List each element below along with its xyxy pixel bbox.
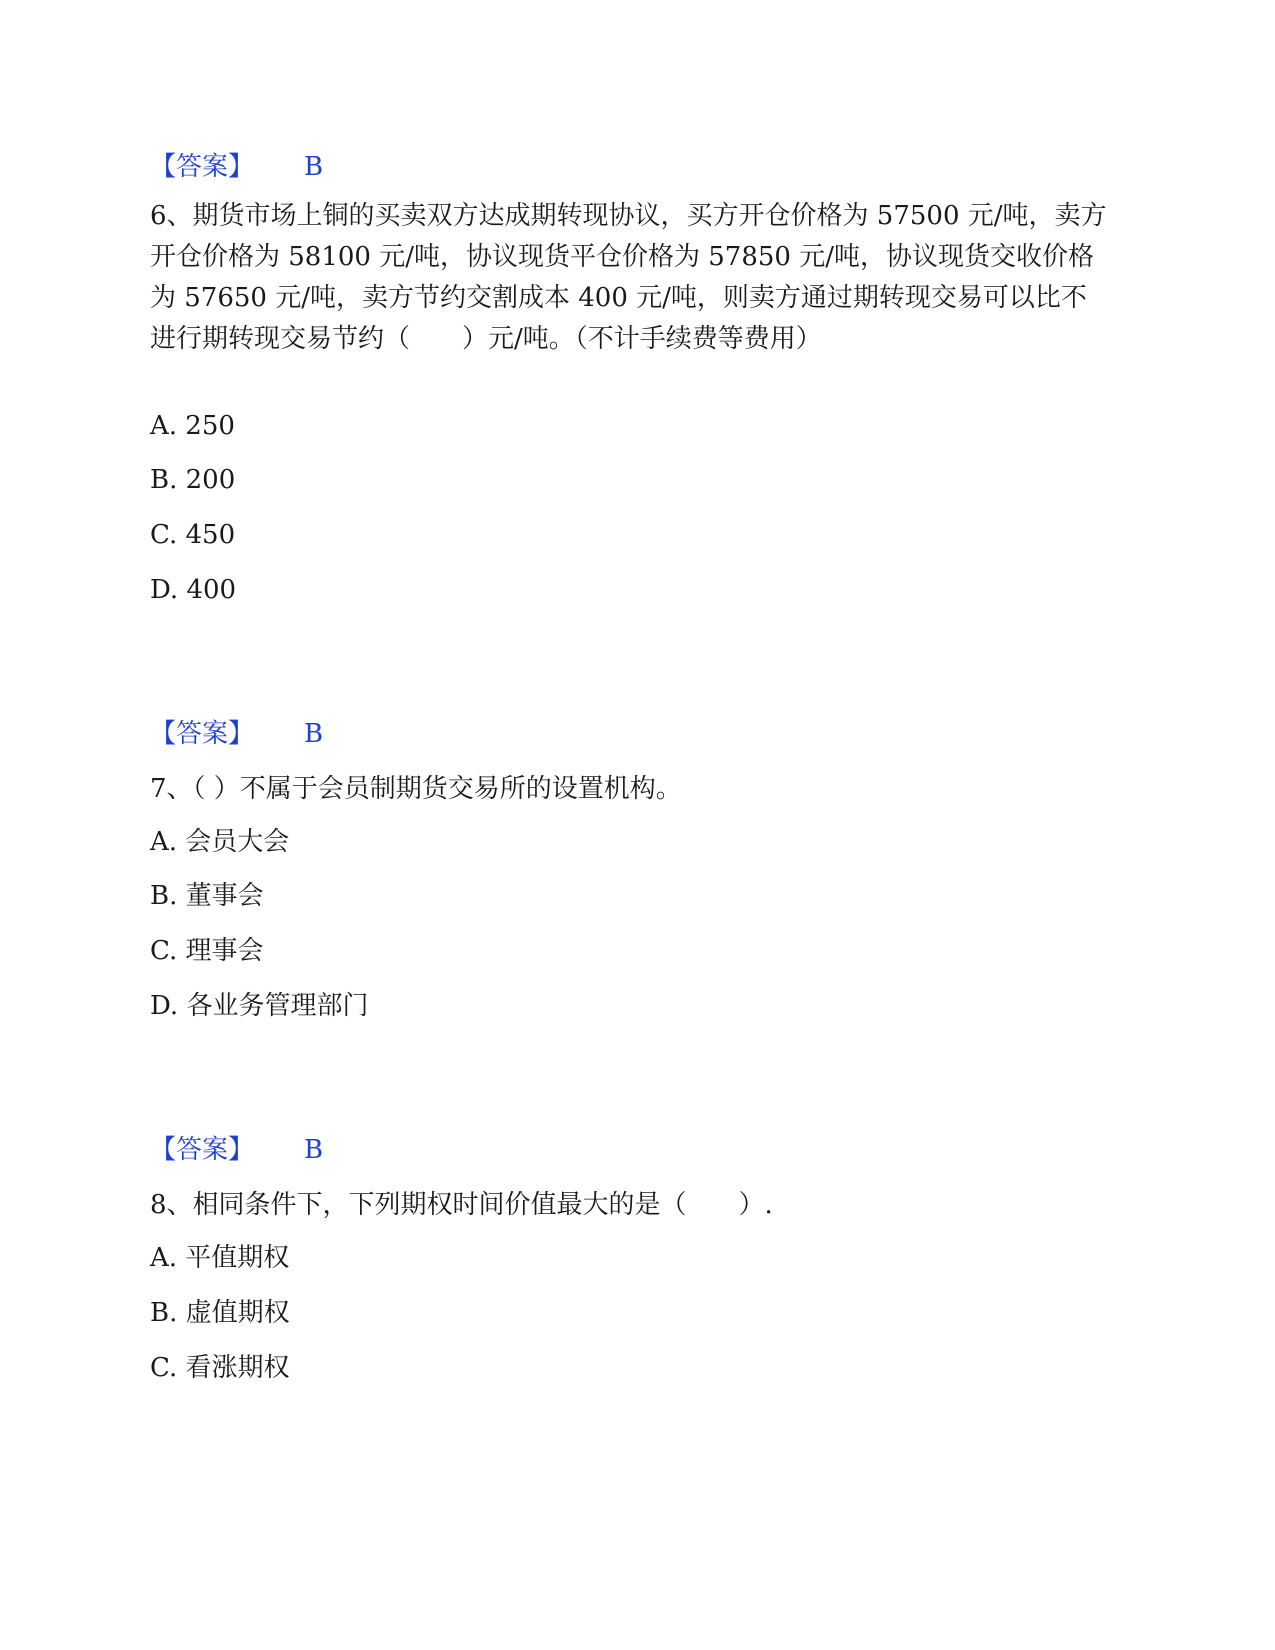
option-c: C. 看涨期权 [150,1353,290,1383]
answer-label: 【答案】 [150,719,255,749]
answer-value: B [304,1135,324,1165]
answer-label: 【答案】 [150,1135,255,1165]
option-b: B. 董事会 [150,881,264,911]
question-text: 8、相同条件下，下列期权时间价值最大的是（ ）. [150,1190,773,1220]
option-b: B. 200 [150,465,236,495]
answer-label: 【答案】 [150,152,255,182]
option-d: D. 各业务管理部门 [150,991,369,1021]
option-a: A. 250 [150,411,235,441]
answer-value: B [304,719,324,749]
question-text: 7、（ ）不属于会员制期货交易所的设置机构。 [150,774,682,804]
option-a: A. 平值期权 [150,1243,290,1273]
answer-line [150,717,323,751]
option-c: C. 450 [150,520,236,550]
option-c: C. 理事会 [150,936,264,966]
option-b: B. 虚值期权 [150,1298,290,1328]
answer-line [150,150,323,184]
option-d: D. 400 [150,575,237,605]
option-a: A. 会员大会 [150,827,290,857]
answer-value: B [304,152,324,182]
answer-line [150,1133,323,1167]
question-text: 6、期货市场上铜的买卖双方达成期转现协议，买方开仓价格为 57500 元/吨，卖方开仓价格为 58100 元/吨，协议现货平仓价格为 57850 元/吨，协议现货交收价格为 57650 元/吨，卖方节约交割成本 400 元/吨，则卖方通过期转现交易可以比不进行期转现交易节约（ ）元/吨。（不计手续费等费用） [150,201,1107,354]
